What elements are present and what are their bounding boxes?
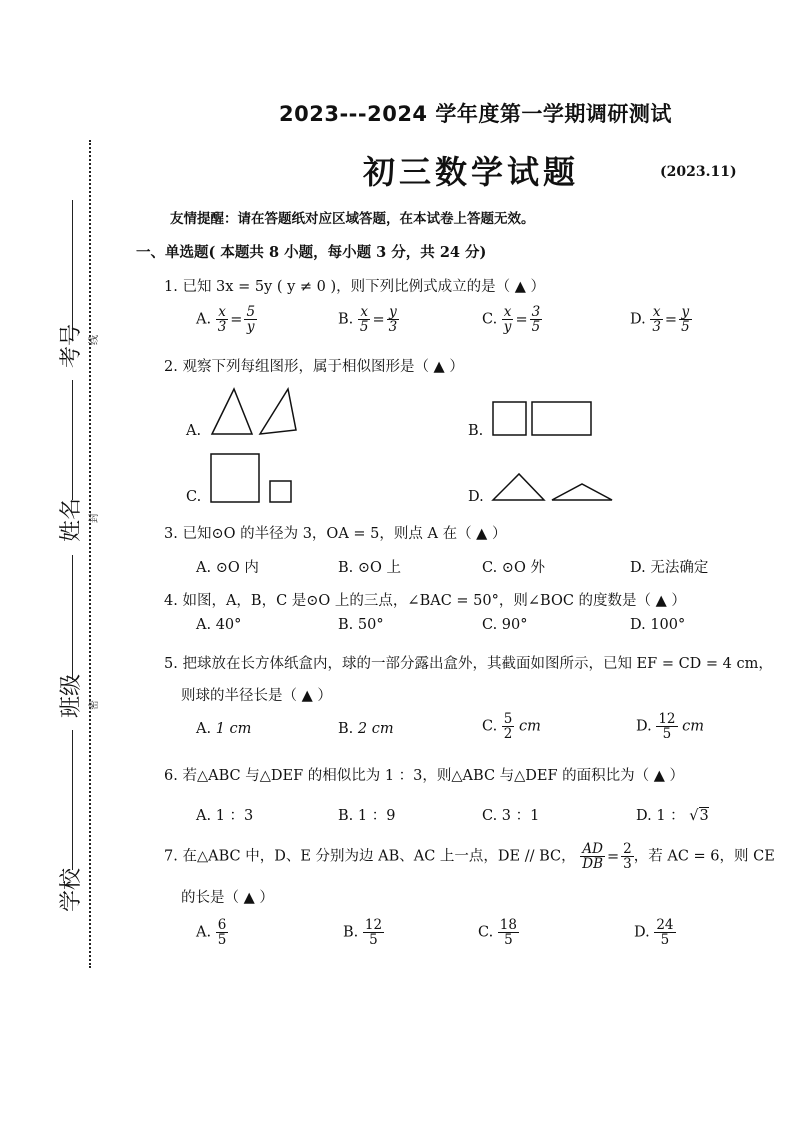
question-6-stem: 6. 若△ABC 与△DEF 的相似比为 1 ：3，则△ABC 与△DEF 的面积比为（ ▲ ） [164, 768, 685, 784]
section-heading: 一、单选题( 本题共 8 小题，每小题 3 分，共 24 分) [136, 244, 487, 261]
q4-option-c: C. 90° [482, 617, 528, 633]
q6-option-b: B. 1 ：9 [338, 808, 396, 824]
q3-option-d: D. 无法确定 [630, 560, 709, 576]
sidebar-label-kaohao: 考号 [59, 323, 84, 368]
q7-option-c: C. $\frac{18}{5}$ [478, 917, 517, 949]
exam-title-line2: 初三数学试题 [363, 153, 580, 191]
xuexiao-underline [72, 730, 73, 870]
q1-option-d: D. $\frac{x}{3}$ = $\frac{y}{5}$ [630, 304, 690, 336]
q1-option-b: B. $\frac{x}{5}$ = $\frac{y}{3}$ [338, 304, 398, 336]
question-7-stem: 7. 在△ABC 中，D、E 分别为边 AB、AC 上一点，DE // BC， $\frac{AD}{DB}$ = $\frac{2}{3}$ ，若 AC = 6，则 CE [164, 841, 775, 873]
q6-option-a: A. 1 ：3 [196, 808, 254, 824]
q7-option-b: B. $\frac{12}{5}$ [343, 917, 383, 949]
q2-figure-c [208, 452, 298, 507]
q4-option-a: A. 40° [196, 617, 242, 633]
question-4-stem: 4. 如图，A，B，C 是⊙O 上的三点，∠BAC = 50°，则∠BOC 的度数是（ ▲ ） [164, 593, 686, 609]
q7-option-a: A. $\frac{6}{5}$ [196, 917, 227, 949]
sidebar-label-xuexiao: 学校 [59, 867, 84, 912]
question-2-stem: 2. 观察下列每组图形，属于相似图形是（ ▲ ） [164, 359, 464, 375]
q5-option-b: B. 2 cm [338, 721, 394, 737]
seal-mark-feng: 封 [89, 513, 100, 523]
banji-underline [72, 555, 73, 680]
q5-option-d: D. $\frac{12}{5}$ cm [636, 711, 704, 743]
q3-option-b: B. ⊙O 上 [338, 560, 402, 576]
sidebar-label-banji: 班级 [59, 673, 84, 718]
xingming-underline [72, 380, 73, 500]
q3-option-a: A. ⊙O 内 [196, 560, 259, 576]
kaohao-underline [72, 200, 73, 340]
q2-option-d-label: D. [468, 489, 484, 505]
q1-option-c: C. $\frac{x}{y}$ = $\frac{3}{5}$ [482, 304, 541, 336]
exam-title-line1: 2023---2024 学年度第一学期调研测试 [279, 102, 672, 126]
q6-option-d: D. 1 ： √3 [636, 808, 709, 824]
q4-option-d: D. 100° [630, 617, 686, 633]
seal-mark-mi: 密 [89, 700, 100, 710]
q1-option-a: A. $\frac{x}{3}$ = $\frac{5}{y}$ [196, 304, 256, 336]
q2-option-b-label: B. [468, 423, 484, 439]
sidebar-label-xingming: 姓名 [59, 497, 84, 542]
q5-option-a: A. 1 cm [196, 721, 252, 737]
q2-option-c-label: C. [186, 489, 202, 505]
q3-option-c: C. ⊙O 外 [482, 560, 545, 576]
q2-option-a-label: A. [186, 423, 202, 439]
question-7-stem-cont: 的长是（ ▲ ） [181, 890, 274, 906]
q7-option-d: D. $\frac{24}{5}$ [634, 917, 674, 949]
q2-figure-a [208, 386, 303, 438]
notice-text: 友情提醒：请在答题纸对应区域答题，在本试卷上答题无效。 [170, 211, 535, 227]
q4-option-b: B. 50° [338, 617, 384, 633]
q5-option-c: C. $\frac{5}{2}$ cm [482, 711, 541, 743]
question-5-stem-cont: 则球的半径长是（ ▲ ） [181, 688, 332, 704]
binding-dotted-line [89, 140, 91, 968]
q2-figure-d [490, 470, 615, 505]
q6-option-c: C. 3 ：1 [482, 808, 540, 824]
question-5-stem: 5. 把球放在长方体纸盒内，球的一部分露出盒外，其截面如图所示，已知 EF = CD = 4 cm， [164, 656, 773, 672]
q2-figure-b [490, 400, 595, 440]
question-1-stem: 1. 已知 3x = 5y ( y ≠ 0 )，则下列比例式成立的是（ ▲ ） [164, 279, 546, 295]
exam-date: (2023.11) [660, 164, 737, 180]
question-3-stem: 3. 已知⊙O 的半径为 3，OA = 5，则点 A 在（ ▲ ） [164, 526, 507, 542]
seal-mark-xian: 线 [89, 335, 100, 345]
